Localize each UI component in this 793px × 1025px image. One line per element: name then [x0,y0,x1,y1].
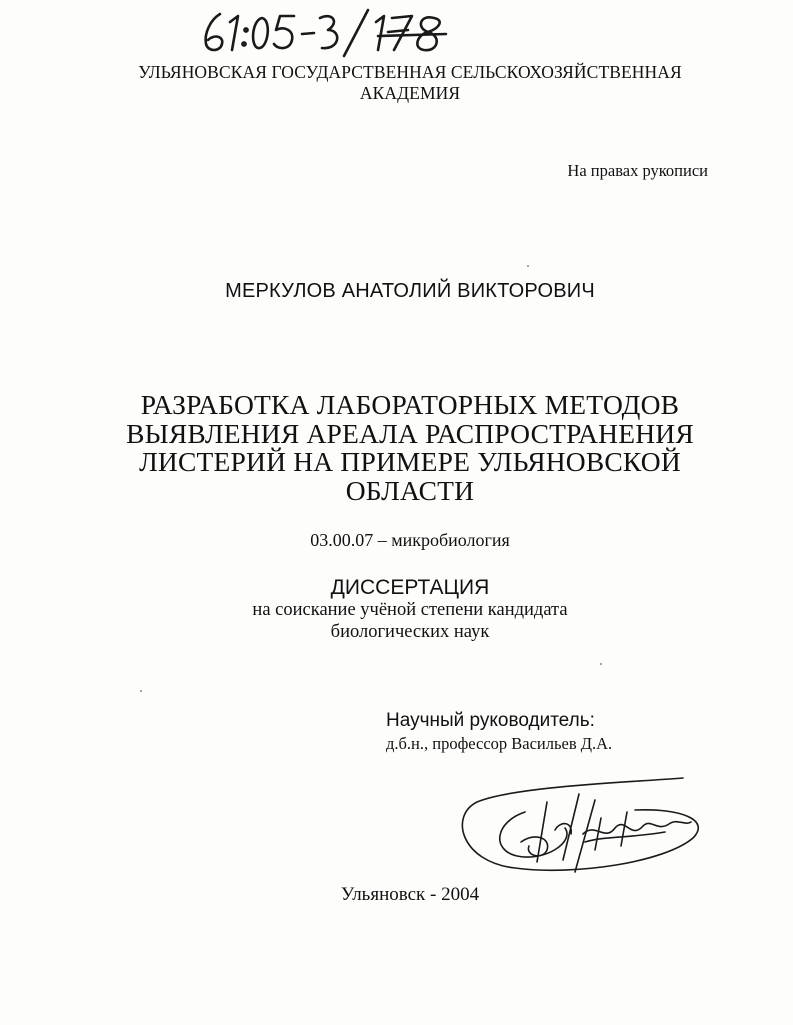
thesis-title [90,391,730,505]
thesis-title-line-3: ЛИСТЕРИЙ НА ПРИМЕРЕ УЛЬЯНОВСКОЙ [139,446,681,477]
scan-speck [600,663,602,665]
advisor-label: Научный руководитель: [386,710,595,731]
institution-name [130,62,690,104]
institution-line-1: УЛЬЯНОВСКАЯ ГОСУДАРСТВЕННАЯ СЕЛЬСКОХОЗЯЙСТВЕННАЯ [138,62,682,82]
rights-notice: На правах рукописи [567,161,708,180]
advisor-name: д.б.н., профессор Васильев Д.А. [386,734,613,753]
thesis-title-line-2: ВЫЯВЛЕНИЯ АРЕАЛА РАСПРОСТРАНЕНИЯ [126,417,694,449]
degree-description [200,599,620,643]
handwritten-code-icon [198,8,458,58]
signature-icon [455,772,705,887]
author-name: МЕРКУЛОВ АНАТОЛИЙ ВИКТОРОВИЧ [225,280,595,302]
thesis-title-line-4: ОБЛАСТИ [345,474,475,506]
thesis-title-line-1: РАЗРАБОТКА ЛАБОРАТОРНЫХ МЕТОДОВ [140,389,680,420]
specialty-code: 03.00.07 – микробиология [310,530,510,550]
document-type: ДИССЕРТАЦИЯ [330,576,490,599]
degree-line-1: на соискание учёной степени кандидата [252,600,568,620]
institution-line-2: АКАДЕМИЯ [359,83,461,103]
signature-drawing [455,772,705,887]
scan-speck [527,265,529,267]
scan-speck [140,690,142,692]
city-year: Ульяновск - 2004 [340,884,480,905]
degree-line-2: биологических наук [330,622,490,642]
handwritten-code-drawing [198,8,458,58]
